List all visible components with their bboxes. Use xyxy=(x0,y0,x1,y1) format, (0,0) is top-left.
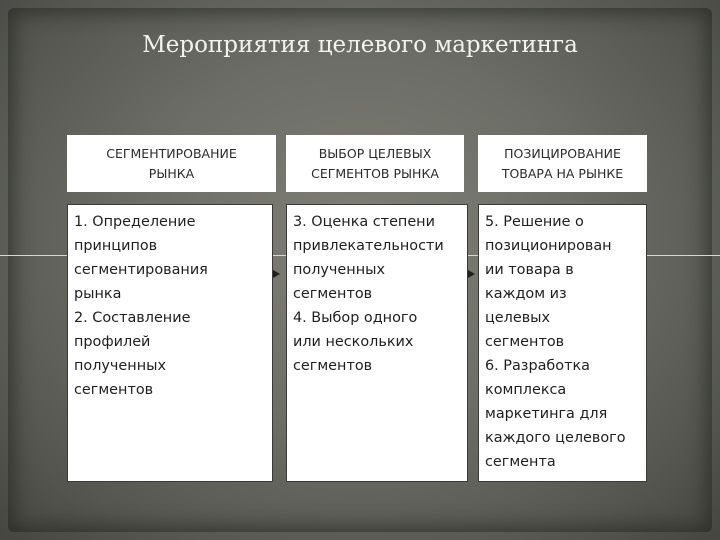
header-segmentation: СЕГМЕНТИРОВАНИЕ РЫНКА xyxy=(67,135,276,192)
arrow-right-icon xyxy=(468,270,475,278)
header-target-selection: ВЫБОР ЦЕЛЕВЫХ СЕГМЕНТОВ РЫНКА xyxy=(286,135,464,192)
box-positioning-steps: 5. Решение о позиционирован ии товара в каждом из целевых сегментов 6. Разработка комплекса маркетинга для каждого целевого сегмента xyxy=(478,204,647,482)
box-target-selection-steps: 3. Оценка степени привлекательности полученных сегментов 4. Выбор одного или нескольких сегментов xyxy=(286,204,468,482)
slide-title: Мероприятия целевого маркетинга xyxy=(142,32,578,58)
header-positioning: ПОЗИЦИРОВАНИЕ ТОВАРА НА РЫНКЕ xyxy=(478,135,647,192)
box-segmentation-steps: 1. Определение принципов сегментирования рынка 2. Составление профилей полученных сегментов xyxy=(67,204,273,482)
arrow-right-icon xyxy=(273,270,280,278)
